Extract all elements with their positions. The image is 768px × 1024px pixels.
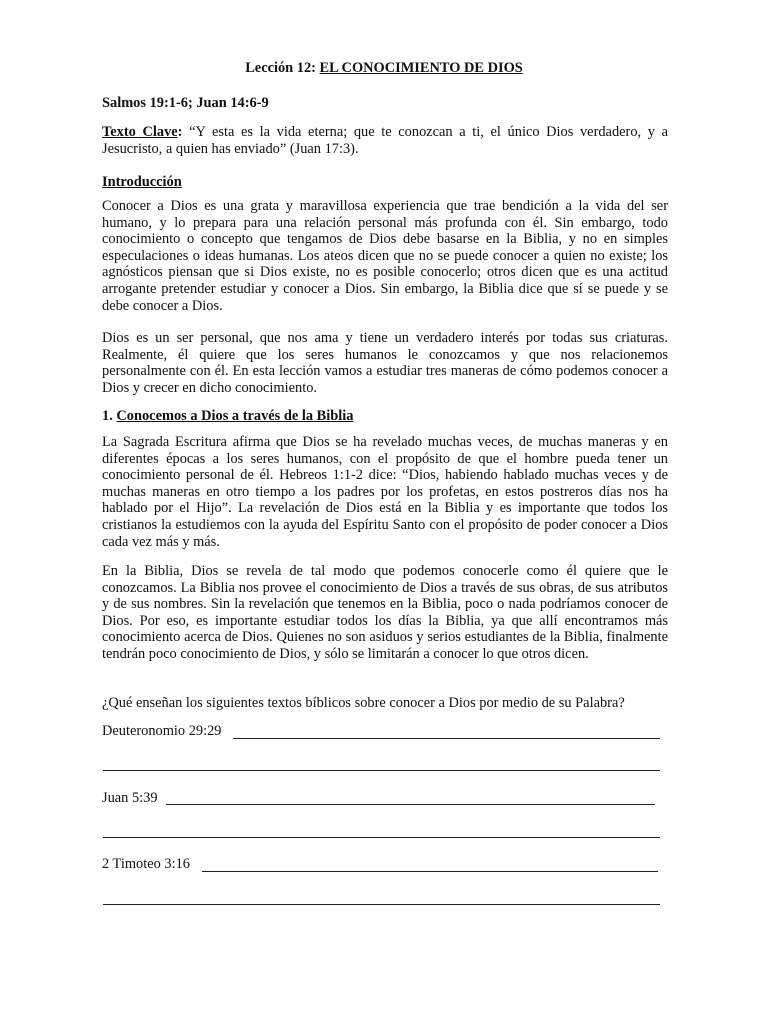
lesson-title	[102, 60, 666, 77]
intro-heading: Introducción	[102, 174, 182, 190]
answer-label-timoteo: 2 Timoteo 3:16	[102, 856, 190, 872]
intro-paragraph-1: Conocer a Dios es una grata y maravillosa experiencia que trae bendición a la vida del ser humano, y lo prepara para una relación personal más profunda con él. Sin embargo, todo conocimiento o concepto que tengamos de Dios debe basarse en la Biblia, y no en simples especulaciones o ideas humanas. Los ateos dicen que no se puede conocer a quien no existe; los agnósticos piensan que si Dios existe, no es posible conocerlo; otros dicen que es una actitud arrogante pretender estudiar y conocer a Dios. Sin embargo, la Biblia dice que sí se puede y se debe conocer a Dios.	[102, 198, 668, 314]
answer-line-juan[interactable]	[166, 804, 655, 805]
section-1-title: Conocemos a Dios a través de la Biblia	[116, 408, 354, 424]
section-1-paragraph-2: En la Biblia, Dios se revela de tal modo que podemos conocerle como él quiere que le conozcamos. La Biblia nos provee el conocimiento de Dios a través de sus obras, de sus atributos y de sus nombres. Sin la revelación que tenemos en la Biblia, poco o nada podríamos conocer de Dios. Por eso, es importante estudiar todos los días la Biblia, ya que allí encontramos más conocimiento acerca de Dios. Quienes no son asiduos y serios estudiantes de la Biblia, finalmente tendrán poco conocimiento de Dios, y sólo se limitarán a conocer lo que otros dicen.	[102, 563, 668, 662]
section-1-number: 1.	[102, 408, 117, 424]
answer-line-deuteronomio-2[interactable]	[103, 770, 660, 771]
key-text-label: Texto Clave	[102, 124, 178, 140]
key-text-colon: :	[177, 124, 183, 140]
section-1-heading	[102, 408, 668, 425]
key-text	[102, 124, 668, 157]
lesson-title-main: EL CONOCIMIENTO DE DIOS	[319, 60, 523, 76]
lesson-number: Lección 12:	[245, 60, 320, 76]
answer-line-timoteo[interactable]	[202, 871, 658, 872]
section-1-paragraph-1: La Sagrada Escritura afirma que Dios se ha revelado muchas veces, de muchas maneras y en diferentes épocas a los seres humanos, con el propósito de que el hombre pueda tener un conocimiento personal de él. Hebreos 1:1-2 dice: “Dios, habiendo hablado muchas veces y de muchas maneras en otro tiempo a los padres por los profetas, en estos postreros días nos ha hablado por el Hijo”. La revelación de Dios está en la Biblia y es importante que todos los cristianos la estudiemos con la ayuda del Espíritu Santo con el propósito de poder conocer a Dios cada vez más y más.	[102, 434, 668, 550]
answer-label-juan: Juan 5:39	[102, 790, 158, 806]
scripture-reference: Salmos 19:1-6; Juan 14:6-9	[102, 95, 269, 111]
answer-line-timoteo-2[interactable]	[103, 904, 660, 905]
question-text: ¿Qué enseñan los siguientes textos bíblicos sobre conocer a Dios por medio de su Palabra?	[102, 695, 625, 711]
key-text-quote: “Y esta es la vida eterna; que te conozcan a ti, el único Dios verdadero, y a Jesucristo, a quien has enviado” (Juan 17:3).	[102, 124, 668, 157]
answer-line-juan-2[interactable]	[103, 837, 660, 838]
answer-line-deuteronomio[interactable]	[233, 738, 660, 739]
answer-label-deuteronomio: Deuteronomio 29:29	[102, 723, 222, 739]
intro-paragraph-2: Dios es un ser personal, que nos ama y tiene un verdadero interés por todas sus criaturas. Realmente, él quiere que los seres humanos le conozcamos y que nos relacionemos personalmente con él. En esta lección vamos a estudiar tres maneras de cómo podemos conocer a Dios y crecer en dicho conocimiento.	[102, 330, 668, 396]
